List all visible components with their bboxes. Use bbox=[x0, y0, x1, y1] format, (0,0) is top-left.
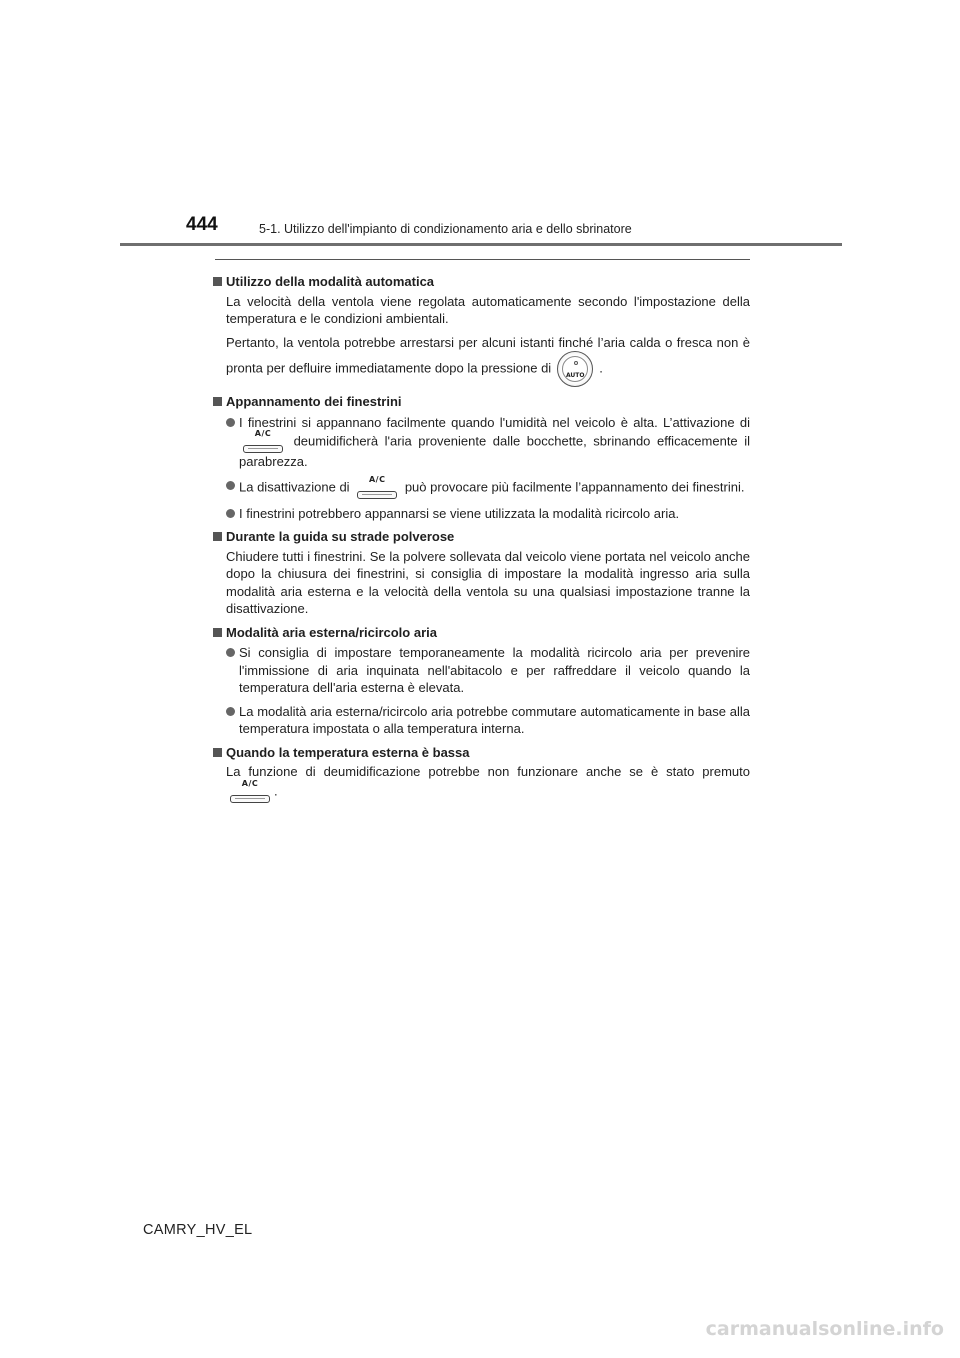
chapter-title: 5-1. Utilizzo dell'impianto di condizionamento aria e dello sbrinatore bbox=[259, 222, 632, 236]
section-heading-fogging: Appannamento dei finestrini bbox=[213, 393, 750, 411]
paragraph-low-temp: La funzione di deumidificazione potrebbe non funzionare anche se è stato premuto A/C . bbox=[213, 763, 750, 803]
paragraph-auto-mode-1: La velocità della ventola viene regolata automaticamente secondo l'impostazione della temperatura e le condizioni ambientali. bbox=[226, 293, 750, 326]
model-code: CAMRY_HV_EL bbox=[143, 1222, 253, 1238]
section-heading-auto-mode: Utilizzo della modalità automatica bbox=[213, 273, 750, 291]
square-bullet-icon bbox=[213, 748, 222, 757]
page-number: 444 bbox=[186, 214, 218, 235]
round-bullet-icon bbox=[226, 509, 235, 518]
auto-button-icon: AUTO bbox=[557, 351, 593, 387]
watermark: carmanualsonline.info bbox=[705, 1318, 944, 1340]
section-heading-dusty-roads: Durante la guida su strade polverose bbox=[213, 528, 750, 546]
page-content bbox=[213, 273, 750, 803]
square-bullet-icon bbox=[213, 532, 222, 541]
ac-button-icon: A/C bbox=[243, 431, 283, 453]
section-rule bbox=[215, 259, 750, 260]
bullet-fogging-3: I finestrini potrebbero appannarsi se viene utilizzata la modalità ricircolo aria. bbox=[213, 505, 750, 523]
header-rule bbox=[120, 243, 842, 246]
bullet-outside-recirc-1: Si consiglia di impostare temporaneamente la modalità ricircolo aria per prevenire l'immissione di aria inquinata nell'abitacolo e per raffreddare il veicolo quando la temperatura dell'aria esterna è elevata. bbox=[213, 644, 750, 697]
paragraph-auto-mode-2: Pertanto, la ventola potrebbe arrestarsi per alcuni istanti finché l’aria calda o fresca non è pronta per defluire immediatamente dopo la pressione di AUTO . bbox=[213, 334, 750, 388]
paragraph-dusty-roads: Chiudere tutti i finestrini. Se la polvere sollevata dal veicolo viene portata nel veicolo anche dopo la chiusura dei finestrini, si consiglia di impostare la modalità ingresso aria sulla modalità aria esterna e la velocità della ventola su una qualsiasi impostazione tranne la disattivazione. bbox=[226, 548, 750, 616]
section-heading-outside-recirc: Modalità aria esterna/ricircolo aria bbox=[213, 624, 750, 642]
square-bullet-icon bbox=[213, 277, 222, 286]
section-heading-low-temp: Quando la temperatura esterna è bassa bbox=[213, 744, 750, 762]
bullet-fogging-2: La disattivazione di A/C può provocare più facilmente l’appannamento dei finestrini. bbox=[213, 477, 750, 499]
square-bullet-icon bbox=[213, 397, 222, 406]
round-bullet-icon bbox=[226, 707, 235, 716]
round-bullet-icon bbox=[226, 648, 235, 657]
ac-button-icon: A/C bbox=[230, 781, 270, 803]
bullet-fogging-1: I finestrini si appannano facilmente quando l'umidità nel veicolo è alta. L’attivazione di A/C deumidificherà l'aria proveniente dalle bocchette, sbrinando efficacemente il parabrezza. bbox=[213, 414, 750, 471]
round-bullet-icon bbox=[226, 418, 235, 427]
round-bullet-icon bbox=[226, 481, 235, 490]
bullet-outside-recirc-2: La modalità aria esterna/ricircolo aria potrebbe commutare automaticamente in base alla temperatura impostata o alla temperatura interna. bbox=[213, 703, 750, 738]
ac-button-icon: A/C bbox=[357, 477, 397, 499]
square-bullet-icon bbox=[213, 628, 222, 637]
